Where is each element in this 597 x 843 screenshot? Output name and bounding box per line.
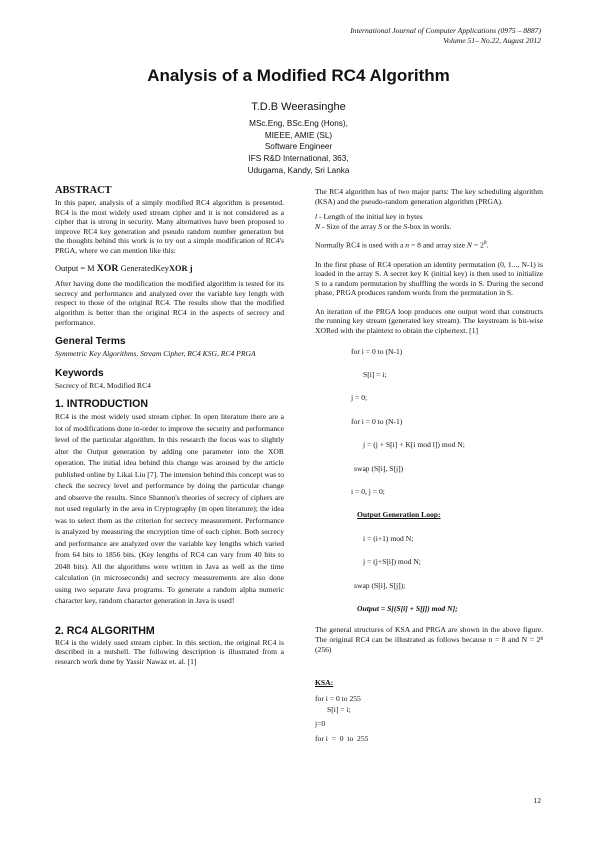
journal-volume: Volume 51– No.22, August 2012 (443, 36, 541, 45)
ksa-heading: KSA: (315, 678, 334, 688)
ksa-code-block (315, 694, 543, 745)
rc4-code-block (351, 347, 543, 614)
formula-key: GeneratedKey (120, 263, 169, 273)
right-column (315, 187, 543, 745)
definition-text: - Size of the array (320, 221, 379, 231)
formula-j: j (189, 263, 193, 273)
affiliation-line: Udugama, Kandy, Sri Lanka (247, 165, 350, 175)
keywords-text: Secrecy of RC4, Modified RC4 (55, 380, 151, 390)
code-line: for i = 0 to (N-1) (351, 346, 403, 356)
text-run: = 2 (472, 240, 484, 250)
rc4-algorithm-heading: 2. RC4 ALGORITHM (55, 624, 155, 637)
formula (55, 264, 284, 274)
var-l: l (315, 212, 318, 222)
abstract-heading: ABSTRACT (55, 185, 112, 196)
code-line: j = 0; (351, 393, 368, 403)
structures-text: The general structures of KSA and PRGA are shown in the above figure. The original RC4 can be illustrated as follows because n = 8 and N = 2⁸ (256) (315, 625, 543, 654)
code-line: S[i] = i; (363, 370, 387, 380)
text-run: . (486, 240, 489, 250)
code-line: j=0 (315, 719, 326, 729)
code-line: for i = 0 to 255 (315, 734, 369, 744)
var-N: N (466, 240, 472, 250)
journal-name: International Journal of Computer Applications (0975 – 8887) (350, 26, 541, 35)
abstract-text-2: After having done the modification the modified algorithm is tested for its secrecy and performance and analyzed over the variable key length with respect to those of the original RC4. The results show that the modified algorithm is better than the original RC4 in the aspects of secrecy and performance. (55, 279, 284, 327)
var-S: S (403, 221, 408, 231)
prga-iteration-text: An iteration of the PRGA loop produces one output word that constructs the running key stream (generated key stream). The keystream is bit-wise XORed with the plaintext to obtain the ciphertext. [1] (315, 306, 543, 336)
code-line: i = 0, j = 0; (351, 487, 385, 496)
normally-text (315, 239, 543, 250)
var-S: S (378, 221, 383, 231)
code-line: swap (S[i], S[j]) (354, 463, 404, 473)
code-line: j = (j + S[i] + K[i mod l]) mod N; (363, 440, 465, 450)
general-terms-heading: General Terms (55, 336, 126, 348)
formula-prefix: Output = M (55, 263, 95, 273)
code-line: j = (j+S[i]) mod N; (363, 557, 421, 567)
introduction-text: RC4 is the most widely used stream cipher. In open literature there are a lot of modifications done in-order to improve the security and performance level of the particular algorithm. In this research the focus was to slightly alter the Output generation by adding one parameter into the XOR operation. The initial idea behind this change was aroused by the article published online by Likai Liu [7]. The intension behind this concept was to check the secrecy level and performance by doing the particular change and observe the results. Since Shannon's theories of secrecy of ciphers are not used regularly in the area in Cryptography (in open literature); the idea was to select them as the criterion for secrecy measurement. Performance is analyzed by measuring the encryption time of each cipher. Both secrecy and performance are analyzed over the variable key lengths which varied from 64 bits to 1856 bits. (Key lengths of RC4 can vary from 40 bits to 2048 bits). All the algorithms were written in Java as well as the time calculation (in microseconds) and secrecy measurements are also done using two separate Java programs. To generate a random alpha numeric character key, random character generation in Java is used! (55, 412, 284, 606)
code-line: for i = 0 to (N-1) (351, 416, 403, 426)
left-column (55, 185, 284, 667)
affiliation-line: MSc.Eng, BSc.Eng (Hons), (249, 119, 348, 128)
var-n: n (405, 240, 410, 250)
superscript: 8 (483, 240, 487, 247)
text-run: Normally RC4 is used with a (315, 240, 406, 250)
formula-xor: XOR (96, 262, 119, 274)
page-number: 12 (533, 796, 541, 805)
code-line: for i = 0 to 255 (315, 693, 361, 703)
definition-l (315, 212, 543, 222)
definition-text: -box in words. (407, 221, 452, 231)
code-line: i = (i+1) mod N; (363, 533, 414, 543)
definition-text: - Length of the initial key in bytes (317, 212, 423, 222)
text-run: = 8 and array size (409, 240, 467, 250)
output-line: Output = S[(S[i] + S[j]) mod N]; (357, 603, 458, 613)
code-line: swap (S[i], S[j]); (354, 580, 406, 590)
journal-header (241, 26, 541, 46)
paper-title: Analysis of a Modified RC4 Algorithm (147, 66, 450, 85)
var-N: N (315, 221, 321, 231)
definition-text: or the (382, 221, 404, 231)
affiliation-line: IFS R&D International, 363, (248, 154, 349, 164)
first-phase-text: In the first phase of RC4 operation an identity permutation (0, 1..., N-1) is loaded in the array S. A secret key K (initial key) is then used to initialize S to a random permutation by shuffling the words in S. During the second phase, PRGA produces random words from the permutation in S. (315, 259, 543, 298)
rc4-algorithm-text: RC4 is the widely used stream cipher. In this section, the original RC4 is described in a nutshell. The following description is illustrated from a research work done by Yassir Nawaz et. al. [1] (55, 637, 284, 666)
affiliation-line: Software Engineer (264, 142, 333, 152)
abstract-text: In this paper, analysis of a simply modified RC4 algorithm is presented. RC4 is the most widely used stream cipher and it is not considered as a cipher that is strong in security. Many alternatives have been proposed to improve RC4 key generation and pseudo random number generation but the thoughts behind this work is to try out a simple modification of RC4's PRGA, where we can mention like this: (55, 198, 284, 255)
affiliation-line: MIEEE, AMIE (SL) (264, 130, 333, 140)
general-terms-text: Symmetric Key Algorithms, Stream Cipher, RC4 KSG, RC4 PRGA (55, 349, 256, 359)
introduction-heading: 1. INTRODUCTION (55, 398, 148, 411)
keywords-heading: Keywords (55, 367, 104, 379)
author-affiliation (0, 118, 597, 177)
definition-n (315, 222, 543, 232)
author-name: T.D.B Weerasinghe (251, 101, 346, 113)
rc4-parts-text: The RC4 algorithm has of two major parts: The key scheduling algorithm (KSA) and the pseudo-random generation algorithm (PRGA). (315, 187, 543, 206)
code-line: S[i] = i; (327, 704, 351, 714)
output-loop-heading: Output Generation Loop: (357, 510, 441, 520)
formula-xor: XOR (168, 263, 188, 273)
